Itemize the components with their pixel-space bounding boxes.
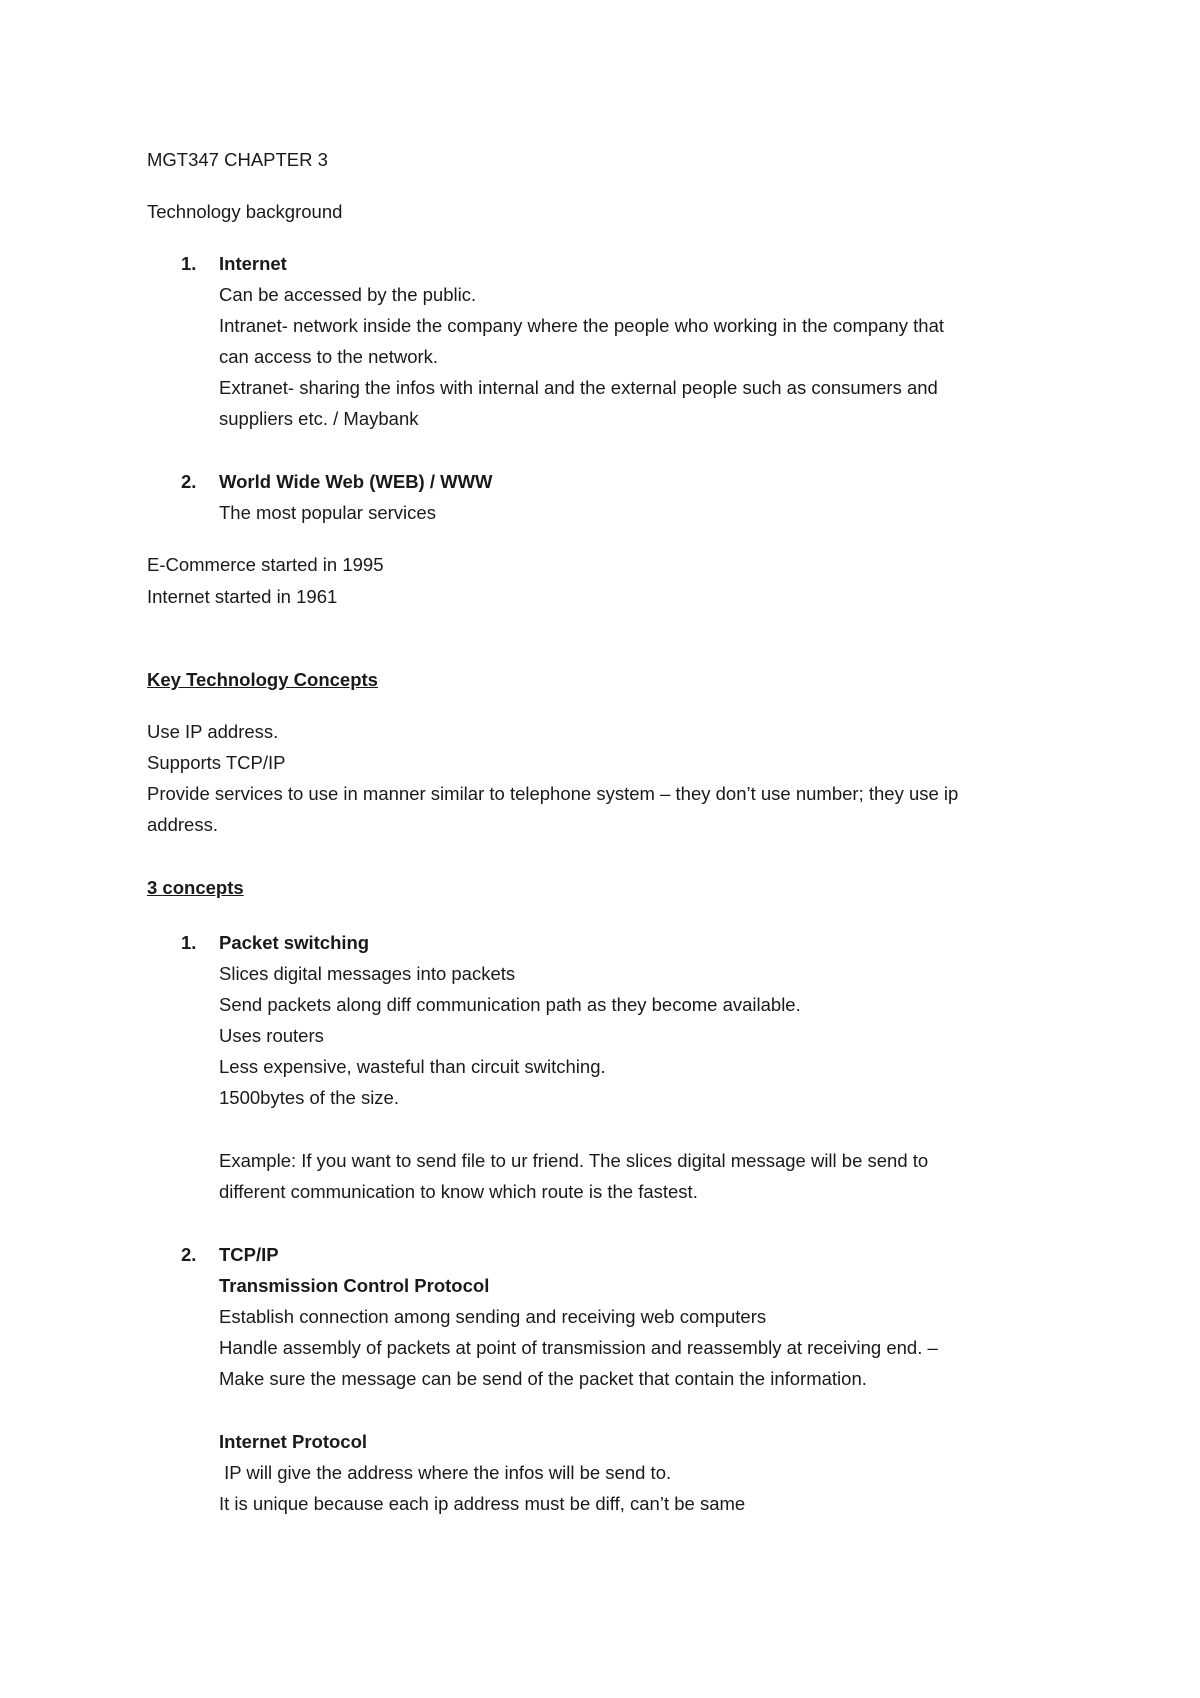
list-line: IP will give the address where the infos will be send to. <box>219 1462 672 1483</box>
concept-line: Provide services to use in manner similar to telephone system – they don’t use number; they use ip <box>147 783 959 804</box>
doc-subtitle: Technology background <box>147 201 343 222</box>
list-line: 1500bytes of the size. <box>219 1087 399 1108</box>
list-line: can access to the network. <box>219 346 439 367</box>
list-line: Less expensive, wasteful than circuit switching. <box>219 1056 606 1077</box>
list-line: Make sure the message can be send of the packet that contain the information. <box>219 1368 867 1389</box>
list-line: It is unique because each ip address must be diff, can’t be same <box>219 1493 746 1514</box>
subheading-ip: Internet Protocol <box>219 1431 368 1452</box>
example-line: Example: If you want to send file to ur friend. The slices digital message will be send to <box>219 1150 929 1171</box>
concept-line: Use IP address. <box>147 721 279 742</box>
item-heading-www: World Wide Web (WEB) / WWW <box>219 471 493 492</box>
subheading-tcp: Transmission Control Protocol <box>219 1275 490 1296</box>
list-line: The most popular services <box>219 502 436 523</box>
section-heading-key-concepts: Key Technology Concepts <box>147 669 378 690</box>
list-line: Send packets along diff communication path as they become available. <box>219 994 801 1015</box>
list-line: Establish connection among sending and receiving web computers <box>219 1306 767 1327</box>
note-line: Internet started in 1961 <box>147 586 338 607</box>
list-number: 1. <box>181 932 197 953</box>
list-number: 2. <box>181 1244 197 1265</box>
list-number: 2. <box>181 471 197 492</box>
section-heading-3-concepts: 3 concepts <box>147 877 244 898</box>
list-number: 1. <box>181 253 197 274</box>
list-line: Slices digital messages into packets <box>219 963 516 984</box>
list-line: Extranet- sharing the infos with internal and the external people such as consumers and <box>219 377 938 398</box>
concept-line: Supports TCP/IP <box>147 752 286 773</box>
note-line: E-Commerce started in 1995 <box>147 554 384 575</box>
example-line: different communication to know which route is the fastest. <box>219 1181 698 1202</box>
item-heading-internet: Internet <box>219 253 287 274</box>
item-heading-tcp-ip: TCP/IP <box>219 1244 279 1265</box>
list-line: Uses routers <box>219 1025 324 1046</box>
list-line: suppliers etc. / Maybank <box>219 408 419 429</box>
doc-title: MGT347 CHAPTER 3 <box>147 149 328 170</box>
concept-line: address. <box>147 814 218 835</box>
list-line: Intranet- network inside the company where the people who working in the company that <box>219 315 944 336</box>
list-line: Can be accessed by the public. <box>219 284 477 305</box>
list-line: Handle assembly of packets at point of transmission and reassembly at receiving end. – <box>219 1337 938 1358</box>
item-heading-packet-switching: Packet switching <box>219 932 370 953</box>
